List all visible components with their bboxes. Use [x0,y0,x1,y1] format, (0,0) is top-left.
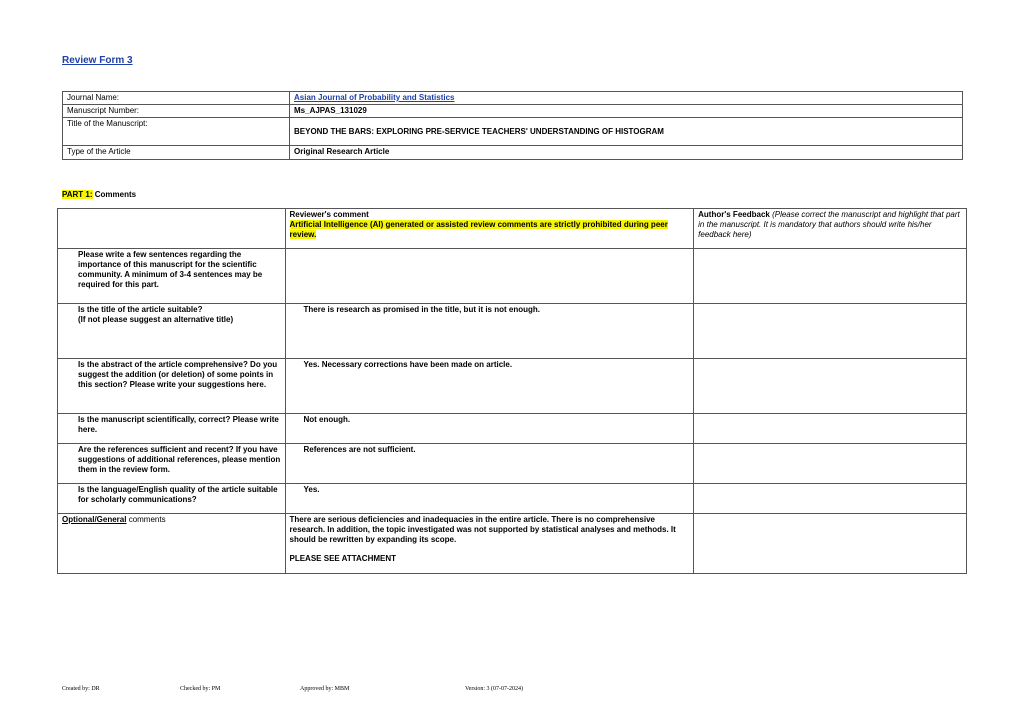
author-note: (Please correct the manuscript and highlight that part in the manuscript. It is mandatory that authors should write his/her feedback here) [698,210,960,239]
reviewer-ai-note: Artificial Intelligence (AI) generated or assisted review comments are strictly prohibited during peer review. [289,220,668,239]
question-cell: Is the title of the article suitable? (If not please suggest an alternative title) [58,304,286,359]
question-cell: Is the language/English quality of the article suitable for scholarly communications? [58,484,286,514]
article-type-value: Original Research Article [290,146,963,160]
table-row [58,359,967,414]
question-cell: Are the references sufficient and recent? If you have suggestions of additional references, please mention them in the review form. [58,444,286,484]
article-type-label: Type of the Article [63,146,290,160]
footer-version: Version: 3 (07-07-2024) [465,686,523,692]
table-row [58,444,967,484]
header-empty-cell [58,209,286,249]
part1-heading [62,190,136,199]
attachment-note: PLEASE SEE ATTACHMENT [289,554,397,563]
author-feedback-cell[interactable] [694,304,967,359]
optional-comment-cell[interactable] [285,514,694,574]
title-label: Title of the Manuscript: [63,118,290,146]
optional-comments-row [58,514,967,574]
footer-checked-by: Checked by: PM [180,686,221,692]
reviewer-comment-cell[interactable] [285,249,694,304]
journal-link[interactable]: Asian Journal of Probability and Statistics [294,93,455,102]
table-row [58,414,967,444]
footer-created-by: Created by: DR [62,686,100,692]
reviewer-comment-cell[interactable]: References are not sufficient. [285,444,694,484]
author-feedback-cell[interactable] [694,514,967,574]
table-row [58,304,967,359]
author-feedback-header-cell [694,209,967,249]
optional-comments-label [58,514,286,574]
author-feedback-cell[interactable] [694,359,967,414]
footer-approved-by: Approved by: MBM [300,686,350,692]
part1-prefix: PART 1: [62,190,93,199]
reviewer-comment-cell[interactable]: Not enough. [285,414,694,444]
comments-table [57,208,967,574]
reviewer-comment-cell[interactable]: There is research as promised in the title, but it is not enough. [285,304,694,359]
optional-label-underlined: Optional/General [62,515,127,524]
table-row [58,249,967,304]
author-feedback-cell[interactable] [694,444,967,484]
table-row [58,484,967,514]
question-cell: Is the manuscript scientifically, correct? Please write here. [58,414,286,444]
reviewer-comment-cell[interactable]: Yes. [285,484,694,514]
journal-value[interactable] [290,92,963,105]
journal-label: Journal Name: [63,92,290,105]
reviewer-title: Reviewer's comment [289,210,369,219]
comments-header-row [58,209,967,249]
optional-label-rest: comments [126,515,166,524]
author-title: Author's Feedback [698,210,770,219]
question-cell: Is the abstract of the article comprehensive? Do you suggest the addition (or deletion) of some points in this section? Please write your suggestions here. [58,359,286,414]
manuscript-number-label: Manuscript Number: [63,105,290,118]
part1-suffix: Comments [92,190,137,199]
reviewer-comment-cell[interactable]: Yes. Necessary corrections have been made on article. [285,359,694,414]
author-feedback-cell[interactable] [694,484,967,514]
title-value: BEYOND THE BARS: EXPLORING PRE-SERVICE TEACHERS' UNDERSTANDING OF HISTOGRAM [290,118,963,146]
optional-comment-text: There are serious deficiencies and inadequacies in the entire article. There is no comprehensive research. In addition, the topic investigated was not supported by statistical analyses and methods. It should be rewritten by expanding its scope. [289,515,676,544]
author-feedback-cell[interactable] [694,414,967,444]
reviewer-header-cell [285,209,694,249]
author-feedback-cell[interactable] [694,249,967,304]
manuscript-info-table [62,91,963,160]
manuscript-number-value: Ms_AJPAS_131029 [290,105,963,118]
question-cell: Please write a few sentences regarding the importance of this manuscript for the scientific community. A minimum of 3-4 sentences may be required for this part. [58,249,286,304]
form-title: Review Form 3 [62,55,133,66]
